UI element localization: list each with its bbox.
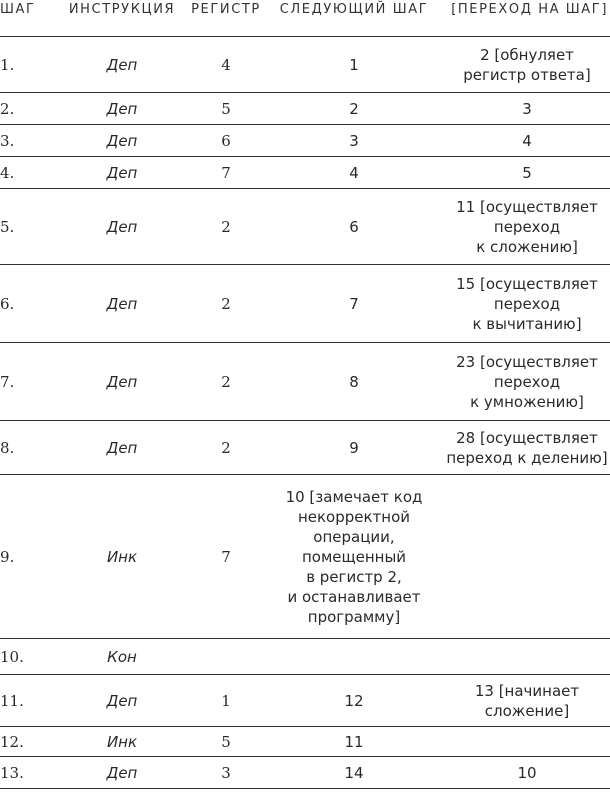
cell-register: 6 xyxy=(188,125,264,157)
cell-instruction: Деп xyxy=(56,265,188,343)
cell-step: 11. xyxy=(0,675,56,727)
cell-next-step: 14 xyxy=(264,757,444,789)
cell-jump xyxy=(444,475,610,639)
cell-next-step: 12 xyxy=(264,675,444,727)
cell-register: 5 xyxy=(188,727,264,757)
cell-jump: 4 xyxy=(444,125,610,157)
header-row xyxy=(0,0,610,37)
cell-step: 13. xyxy=(0,757,56,789)
cell-jump: 15 [осуществляет переход к вычитанию] xyxy=(444,265,610,343)
cell-instruction: Деп xyxy=(56,343,188,421)
cell-instruction: Деп xyxy=(56,421,188,475)
cell-register: 7 xyxy=(188,157,264,189)
header-next-step: СЛЕДУЮЩИЙ ШАГ xyxy=(264,0,444,37)
cell-next-step: 8 xyxy=(264,343,444,421)
cell-step: 10. xyxy=(0,639,56,675)
cell-next-step: 4 xyxy=(264,157,444,189)
table-row xyxy=(0,189,610,265)
cell-instruction: Инк xyxy=(56,475,188,639)
cell-jump: 3 xyxy=(444,93,610,125)
cell-register: 4 xyxy=(188,37,264,93)
cell-next-step: 1 xyxy=(264,37,444,93)
cell-instruction: Деп xyxy=(56,157,188,189)
cell-instruction: Деп xyxy=(56,675,188,727)
table-body xyxy=(0,37,610,789)
cell-instruction: Деп xyxy=(56,189,188,265)
table-row xyxy=(0,639,610,675)
cell-register: 3 xyxy=(188,757,264,789)
cell-jump xyxy=(444,727,610,757)
cell-instruction: Деп xyxy=(56,37,188,93)
cell-jump: 13 [начинает сложение] xyxy=(444,675,610,727)
cell-next-step: 3 xyxy=(264,125,444,157)
cell-step: 8. xyxy=(0,421,56,475)
table-row xyxy=(0,93,610,125)
cell-next-step: 9 xyxy=(264,421,444,475)
header-instruction: ИНСТРУКЦИЯ xyxy=(56,0,188,37)
cell-jump xyxy=(444,639,610,675)
table-row xyxy=(0,475,610,639)
cell-instruction: Кон xyxy=(56,639,188,675)
table-row xyxy=(0,157,610,189)
cell-register: 2 xyxy=(188,343,264,421)
header-register: РЕГИСТР xyxy=(188,0,264,37)
cell-instruction: Деп xyxy=(56,125,188,157)
table-header xyxy=(0,0,610,37)
header-step: ШАГ xyxy=(0,0,56,37)
cell-instruction: Деп xyxy=(56,93,188,125)
cell-next-step xyxy=(264,639,444,675)
table-row xyxy=(0,675,610,727)
cell-step: 6. xyxy=(0,265,56,343)
cell-jump: 11 [осуществляет переход к сложению] xyxy=(444,189,610,265)
table-row xyxy=(0,757,610,789)
table-row xyxy=(0,265,610,343)
cell-step: 5. xyxy=(0,189,56,265)
cell-next-step: 6 xyxy=(264,189,444,265)
table-row xyxy=(0,727,610,757)
cell-instruction: Деп xyxy=(56,757,188,789)
cell-jump: 5 xyxy=(444,157,610,189)
cell-register: 7 xyxy=(188,475,264,639)
cell-next-step: 2 xyxy=(264,93,444,125)
cell-register xyxy=(188,639,264,675)
cell-jump: 23 [осуществляет переход к умножению] xyxy=(444,343,610,421)
cell-step: 9. xyxy=(0,475,56,639)
table-row xyxy=(0,421,610,475)
cell-next-step: 7 xyxy=(264,265,444,343)
cell-instruction: Инк xyxy=(56,727,188,757)
cell-jump: 10 xyxy=(444,757,610,789)
cell-register: 1 xyxy=(188,675,264,727)
cell-next-step: 11 xyxy=(264,727,444,757)
cell-step: 3. xyxy=(0,125,56,157)
cell-register: 2 xyxy=(188,189,264,265)
table-row xyxy=(0,343,610,421)
cell-step: 7. xyxy=(0,343,56,421)
cell-step: 12. xyxy=(0,727,56,757)
table-row xyxy=(0,125,610,157)
cell-step: 4. xyxy=(0,157,56,189)
cell-jump: 2 [обнуляет регистр ответа] xyxy=(444,37,610,93)
cell-register: 2 xyxy=(188,265,264,343)
cell-next-step: 10 [замечает код некорректной операции, помещенный в регистр 2, и останавливает программу] xyxy=(264,475,444,639)
table-row xyxy=(0,37,610,93)
cell-jump: 28 [осуществляет переход к делению] xyxy=(444,421,610,475)
header-jump: [ПЕРЕХОД НА ШАГ] xyxy=(444,0,610,37)
cell-register: 5 xyxy=(188,93,264,125)
cell-step: 2. xyxy=(0,93,56,125)
cell-register: 2 xyxy=(188,421,264,475)
cell-step: 1. xyxy=(0,37,56,93)
